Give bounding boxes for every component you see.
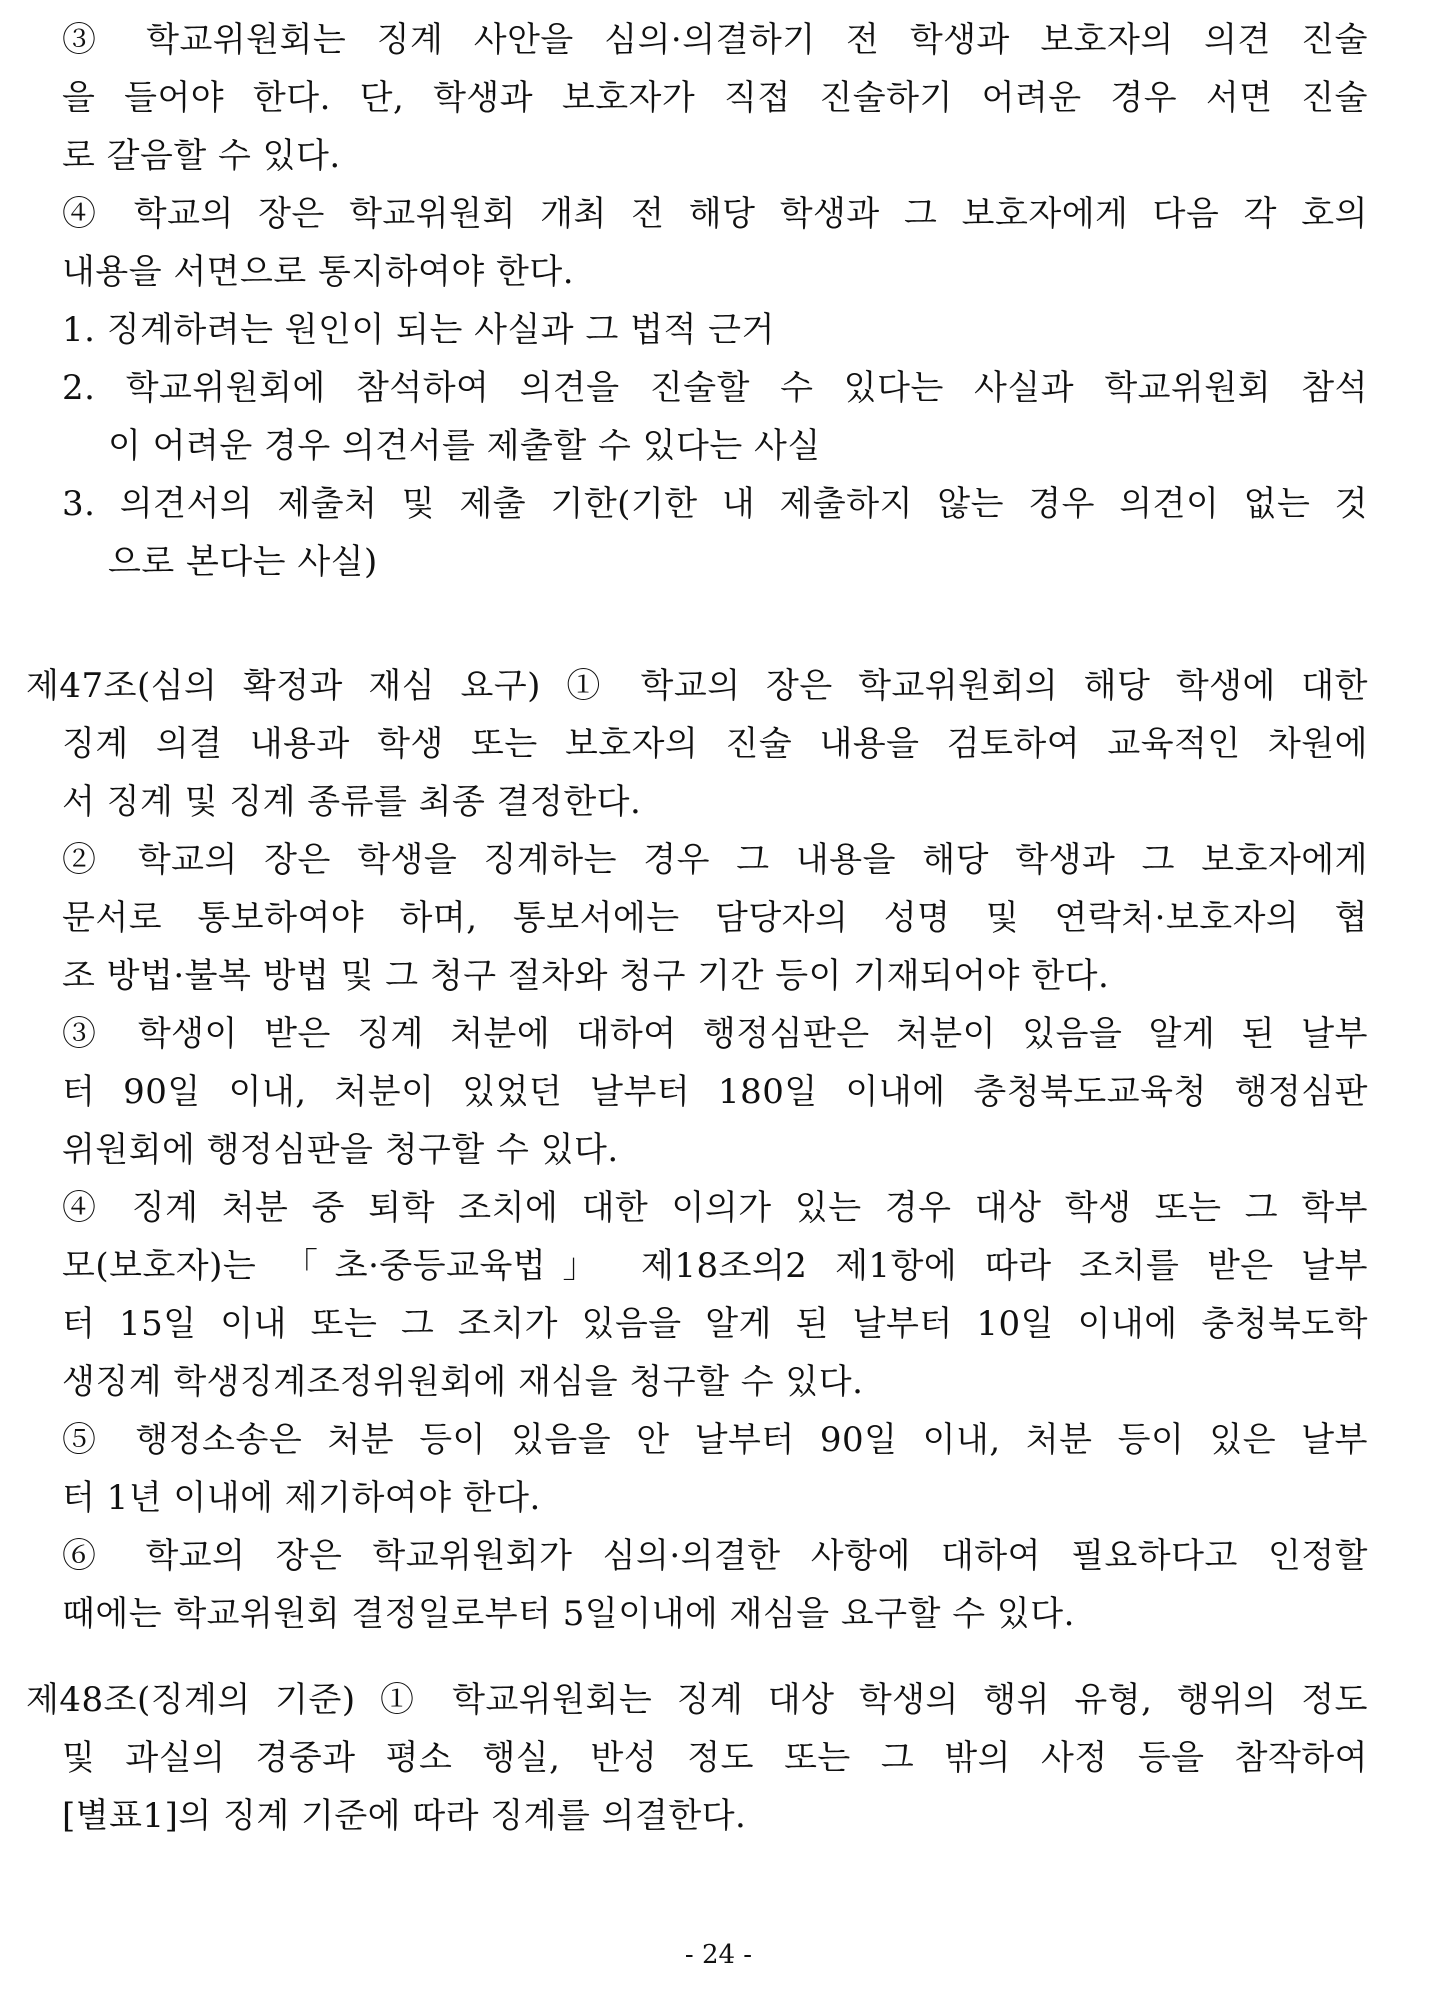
article-47-heading: 제47조(심의 확정과 재심 요구) ① 학교의 장은 학교위원회의 해당 학생에 대한 [26, 666, 1368, 706]
article-48-heading: 제48조(징계의 기준) ① 학교위원회는 징계 대상 학생의 행위 유형, 행위의 정도 [26, 1680, 1368, 1720]
text-line: 문서로 통보하여야 하며, 통보서에는 담당자의 성명 및 연락처·보호자의 협 [62, 898, 1368, 938]
text-line: 조 방법·불복 방법 및 그 청구 절차와 청구 기간 등이 기재되어야 한다. [62, 956, 1110, 996]
text-line: 징계 의결 내용과 학생 또는 보호자의 진술 내용을 검토하여 교육적인 차원에 [62, 724, 1368, 764]
text-line: 때에는 학교위원회 결정일로부터 5일이내에 재심을 요구할 수 있다. [62, 1594, 1075, 1634]
list-item-continuation: 이 어려운 경우 의견서를 제출할 수 있다는 사실 [108, 426, 821, 466]
text-line: 터 15일 이내 또는 그 조치가 있음을 알게 된 날부터 10일 이내에 충청북도학 [62, 1304, 1368, 1344]
text-line: 위원회에 행정심판을 청구할 수 있다. [62, 1130, 619, 1170]
page-number: - 24 - [684, 1940, 753, 1970]
text-line: [별표1]의 징계 기준에 따라 징계를 의결한다. [62, 1796, 747, 1836]
text-line: ④ 학교의 장은 학교위원회 개최 전 해당 학생과 그 보호자에게 다음 각 호의 [62, 194, 1368, 234]
text-line: ④ 징계 처분 중 퇴학 조치에 대한 이의가 있는 경우 대상 학생 또는 그 학부 [62, 1188, 1368, 1228]
list-item: 1. 징계하려는 원인이 되는 사실과 그 법적 근거 [62, 310, 775, 350]
text-line: 터 1년 이내에 제기하여야 한다. [62, 1478, 541, 1518]
text-line: ③ 학교위원회는 징계 사안을 심의·의결하기 전 학생과 보호자의 의견 진술 [62, 20, 1368, 60]
text-line: 터 90일 이내, 처분이 있었던 날부터 180일 이내에 충청북도교육청 행정심판 [62, 1072, 1368, 1112]
list-item: 3. 의견서의 제출처 및 제출 기한(기한 내 제출하지 않는 경우 의견이 없는 것 [62, 484, 1368, 524]
text-line: 및 과실의 경중과 평소 행실, 반성 정도 또는 그 밖의 사정 등을 참작하여 [62, 1738, 1368, 1778]
text-line: 생징계 학생징계조정위원회에 재심을 청구할 수 있다. [62, 1362, 864, 1402]
text-line: 모(보호자)는 「초·중등교육법」 제18조의2 제1항에 따라 조치를 받은 날부 [62, 1246, 1368, 1286]
list-item: 2. 학교위원회에 참석하여 의견을 진술할 수 있다는 사실과 학교위원회 참석 [62, 368, 1368, 408]
text-line: 을 들어야 한다. 단, 학생과 보호자가 직접 진술하기 어려운 경우 서면 진술 [62, 78, 1368, 118]
text-line: ⑥ 학교의 장은 학교위원회가 심의·의결한 사항에 대하여 필요하다고 인정할 [62, 1536, 1368, 1576]
list-item-continuation: 으로 본다는 사실) [108, 542, 378, 582]
text-line: 서 징계 및 징계 종류를 최종 결정한다. [62, 782, 642, 822]
text-line: 내용을 서면으로 통지하여야 한다. [62, 252, 575, 292]
text-line: ③ 학생이 받은 징계 처분에 대하여 행정심판은 처분이 있음을 알게 된 날부 [62, 1014, 1368, 1054]
text-line: 로 갈음할 수 있다. [62, 136, 341, 176]
text-line: ⑤ 행정소송은 처분 등이 있음을 안 날부터 90일 이내, 처분 등이 있은 날부 [62, 1420, 1368, 1460]
text-line: ② 학교의 장은 학생을 징계하는 경우 그 내용을 해당 학생과 그 보호자에게 [62, 840, 1368, 880]
